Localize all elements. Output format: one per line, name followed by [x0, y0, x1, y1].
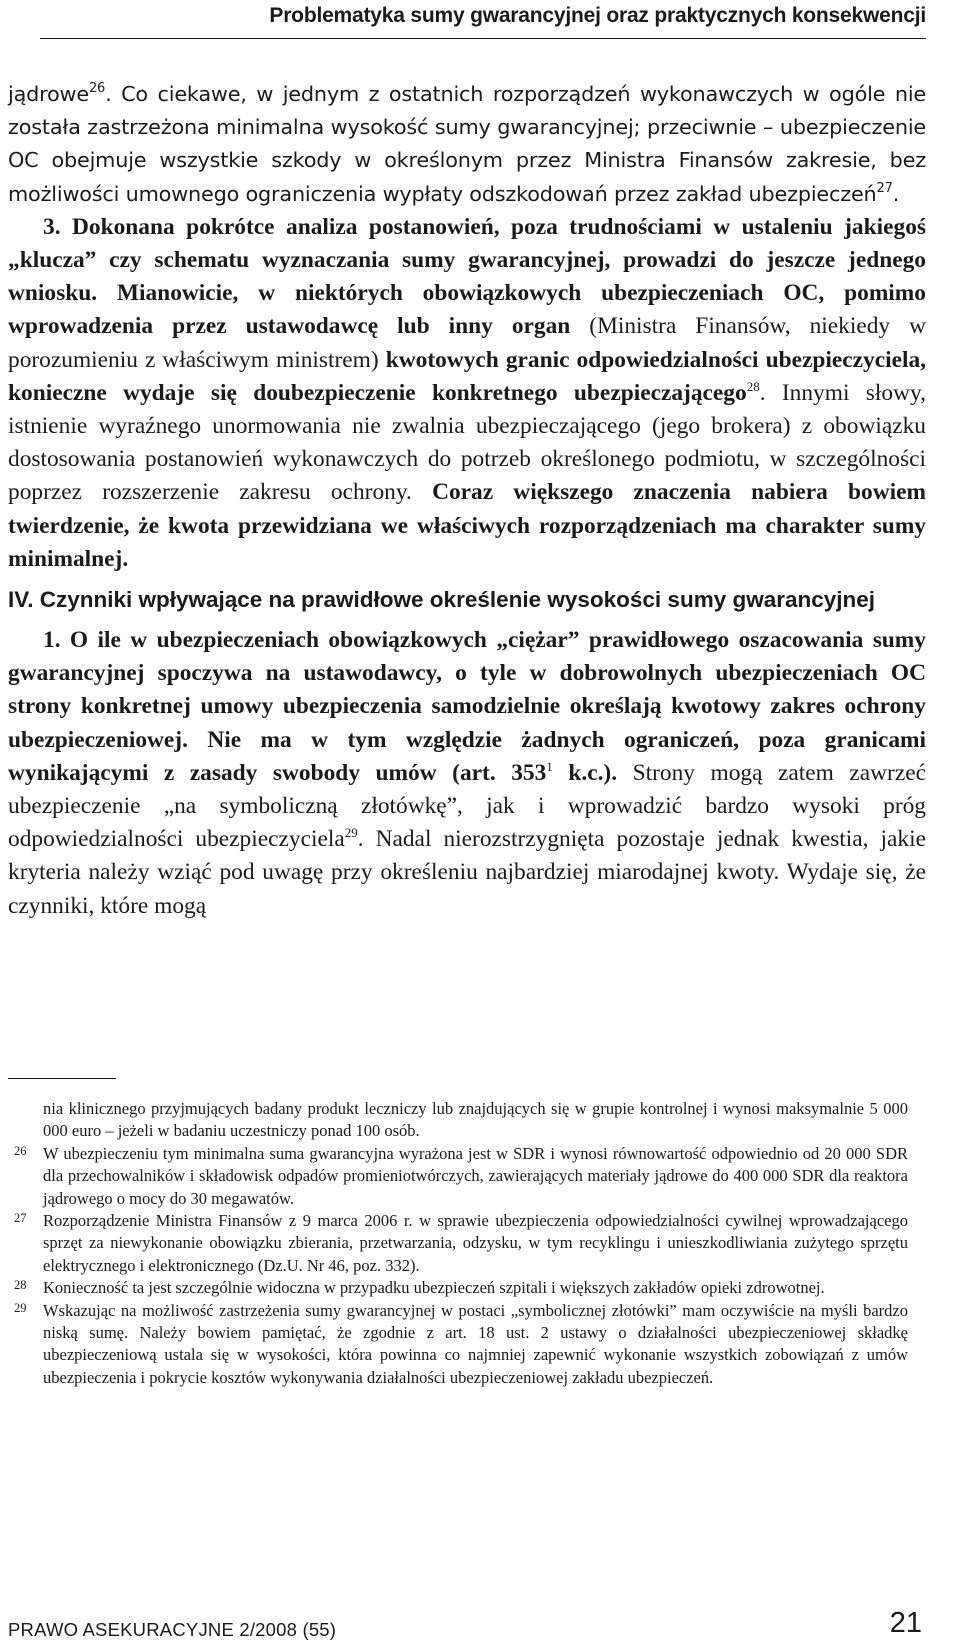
article-superscript: 1	[546, 758, 553, 774]
p2-bold-2: kwotowych granic odpowiedzialności ubezpieczyciela, konieczne wydaje się doubezpieczenie konkretnego ubezpieczającego	[8, 346, 926, 406]
footnote-text: Rozporządzenie Ministra Finansów z 9 marca 2006 r. w sprawie ubezpieczenia odpowiedzialności cywilnej wprowadzającego sprzęt za niewykonanie obowiązku zbierania, przetwarzania, odzysku, w tym recyklingu i unieszkodliwiania zużytego sprzętu elektrycznego i elektronicznego (Dz.U. Nr 46, poz. 332).	[43, 1211, 908, 1275]
footnote-text: Konieczność ta jest szczególnie widoczna w przypadku ubezpieczeń szpitali i większych zakładów opieki zdrowotnej.	[43, 1278, 825, 1298]
footnote-ref-29[interactable]: 29	[344, 825, 358, 841]
main-text	[8, 78, 926, 923]
footnote-number: 28	[14, 1278, 27, 1293]
footnote-ref-27[interactable]: 27	[876, 180, 893, 196]
section-heading: IV. Czynniki wpływające na prawidłowe określenie wysokości sumy gwarancyjnej	[8, 587, 876, 613]
paragraph-2	[8, 211, 926, 576]
header-rule	[40, 38, 926, 39]
footnotes	[8, 1098, 908, 1389]
page-number: 21	[889, 1607, 922, 1639]
paragraph-1	[8, 78, 926, 211]
p2-bold-3: Coraz większego znaczenia nabiera bowiem twierdzenie, że kwota przewidziana we właściwych rozporządzeniach ma charakter sumy minimalnej.	[8, 479, 926, 572]
p3-text-1: Strony mogą zatem zawrzeć ubezpieczenie „na symboliczną złotówkę”, jak i wprowadzić bardzo wysoki próg odpowiedzialności ubezpieczyciela	[8, 759, 926, 853]
journal-footer: PRAWO ASEKURACYJNE 2/2008 (55)	[8, 1619, 337, 1640]
p2-text-1: (Ministra Finansów, niekiedy w porozumieniu z właściwym ministrem)	[8, 313, 926, 373]
footnote-ref-26[interactable]: 26	[88, 80, 106, 96]
footnote-29	[8, 1300, 908, 1390]
footnote-continuation: nia klinicznego przyjmujących badany produkt leczniczy lub znajdujących się w grupie kontrolnej i wynosi maksymalnie 5 000 000 euro – jeżeli w badaniu uczestniczy ponad 100 osób.	[43, 1099, 908, 1141]
p2-bold-1: 3. Dokonana pokrótce analiza postanowień, poza trudnościami w ustaleniu jakiegoś „klucza” czy schematu wyznaczania sumy gwarancyjnej, prowadzi do jeszcze jednego wniosku. Mianowicie, w niektórych obowiązkowych ubezpieczeniach OC, pomimo wprowadzenia przez ustawodawcę lub inny organ	[8, 213, 926, 340]
paragraph-3	[8, 624, 926, 923]
footnote-number: 27	[14, 1211, 27, 1226]
footnote-26	[8, 1143, 908, 1210]
running-head: Problematyka sumy gwarancyjnej oraz praktycznych konsekwencji	[269, 4, 926, 27]
p3-text-2: . Nadal nierozstrzygnięta pozostaje jednak kwestia, jakie kryteria należy wziąć pod uwagę przy określeniu najbardziej miarodajnej kwoty. Wydaje się, że czynniki, które mogą	[8, 826, 926, 919]
footnote-ref-28[interactable]: 28	[746, 378, 760, 394]
footnote-text: Wskazując na możliwość zastrzeżenia sumy gwarancyjnej w postaci „symbolicznej złotówki” mam oczywiście na myśli bardzo niską sumę. Należy bowiem pamiętać, że zgodnie z art. 18 ust. 2 ustawy o działalności ubezpieczeniowej składkę ubezpieczeniową ustala się w wysokości, która powinna co najmniej zapewnić wykonanie wszystkich zobowiązań z umów ubezpieczenia i pokrycie kosztów wykonywania działalności ubezpieczeniowej zakładu ubezpieczeń.	[43, 1300, 908, 1387]
footnote-number: 26	[14, 1143, 27, 1158]
p1-text-2: . Co ciekawe, w jednym z ostatnich rozporządzeń wykonawczych w ogóle nie została zastrzeżona minimalna wysokość sumy gwarancyjnej; przeciwnie – ubezpieczenie OC obejmuje wszystkie szkody w określonym przez Ministra Finansów zakresie, bez możliwości umownego ograniczenia wypłaty odszkodowań przez zakład ubezpieczeń	[8, 82, 926, 206]
p3-bold-2: k.c.).	[552, 759, 618, 786]
footnote-text: W ubezpieczeniu tym minimalna suma gwarancyjna wyrażona jest w SDR i wynosi równowartość odpowiednio od 20 000 SDR dla przechowalników i składowisk odpadów promieniotwórczych, zawierających materiały jądrowe do 400 000 SDR dla reaktora jądrowego o mocy do 30 megawatów.	[43, 1143, 908, 1208]
p2-text-2: . Innymi słowy, istnienie wyraźnego unormowania nie zwalnia ubezpieczającego (jego brokera) z obowiązku dostosowania postanowień wykonawczych do potrzeb określonego podmiotu, w szczególności poprzez rozszerzenie zakresu ochrony.	[8, 379, 926, 506]
p3-bold-1: 1. O ile w ubezpieczeniach obowiązkowych „ciężar” prawidłowego oszacowania sumy gwarancyjnej spoczywa na ustawodawcy, o tyle w dobrowolnych ubezpieczeniach OC strony konkretnej umowy ubezpieczenia samodzielnie określają kwotowy zakres ochrony ubezpieczeniowej. Nie ma w tym względzie żadnych ograniczeń, poza granicami wynikającymi z zasady swobody umów (art. 353	[8, 627, 926, 786]
footnote-28	[8, 1277, 908, 1299]
footnote-number: 29	[14, 1300, 27, 1315]
footnote-rule	[8, 1078, 116, 1079]
p1-text-3: .	[892, 181, 900, 206]
p1-text-1: jądrowe	[8, 82, 89, 106]
footnote-27	[8, 1210, 908, 1277]
